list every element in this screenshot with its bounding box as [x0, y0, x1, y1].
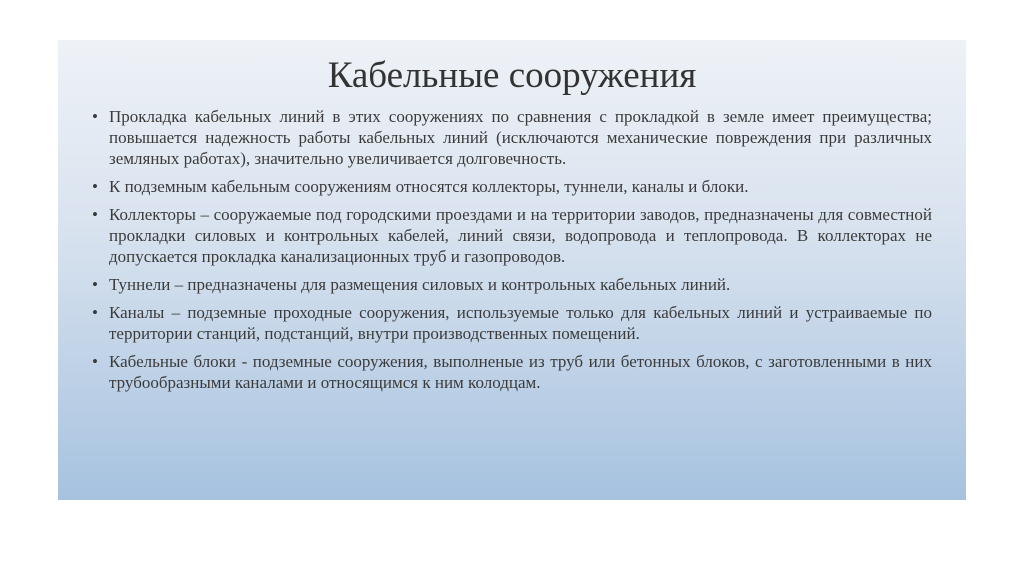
bullet-text: Каналы – подземные проходные сооружения, используемые только для кабельных линий и устраиваемые по территории станций, подстанций, внутри производственных помещений.: [109, 303, 932, 343]
bullet-text: Коллекторы – сооружаемые под городскими проездами и на территории заводов, предназначены для совместной прокладки силовых и контрольных кабелей, линий связи, водопровода и теплопровода. В коллекторах не допускается прокладка канализационных труб и газопроводов.: [109, 205, 932, 266]
bullet-item-4: [92, 274, 932, 295]
bullet-item-2: [92, 176, 932, 197]
bullet-dot-icon: •: [92, 177, 98, 196]
bullet-text: К подземным кабельным сооружениям относятся коллекторы, туннели, каналы и блоки.: [109, 177, 749, 196]
slide: [58, 40, 966, 500]
bullet-dot-icon: •: [92, 352, 98, 371]
bullet-item-1: [92, 106, 932, 169]
bullet-item-3: [92, 204, 932, 267]
bullet-dot-icon: •: [92, 205, 98, 224]
bullet-text: Туннели – предназначены для размещения силовых и контрольных кабельных линий.: [109, 275, 731, 294]
bullet-list: [92, 106, 932, 393]
bullet-text: Прокладка кабельных линий в этих сооружениях по сравнения с прокладкой в земле имеет преимущества; повышается надежность работы кабельных линий (исключаются механические повреждения при различных земляных работах), значительно увеличивается долговечность.: [109, 107, 932, 168]
bullet-text: Кабельные блоки - подземные сооружения, выполненые из труб или бетонных блоков, с заготовленными в них трубообразными каналами и относящимся к ним колодцам.: [109, 352, 932, 392]
bullet-dot-icon: •: [92, 107, 98, 126]
bullet-dot-icon: •: [92, 303, 98, 322]
bullet-dot-icon: •: [92, 275, 98, 294]
bullet-item-6: [92, 351, 932, 393]
slide-title: Кабельные сооружения: [327, 55, 697, 96]
bullet-item-5: [92, 302, 932, 344]
